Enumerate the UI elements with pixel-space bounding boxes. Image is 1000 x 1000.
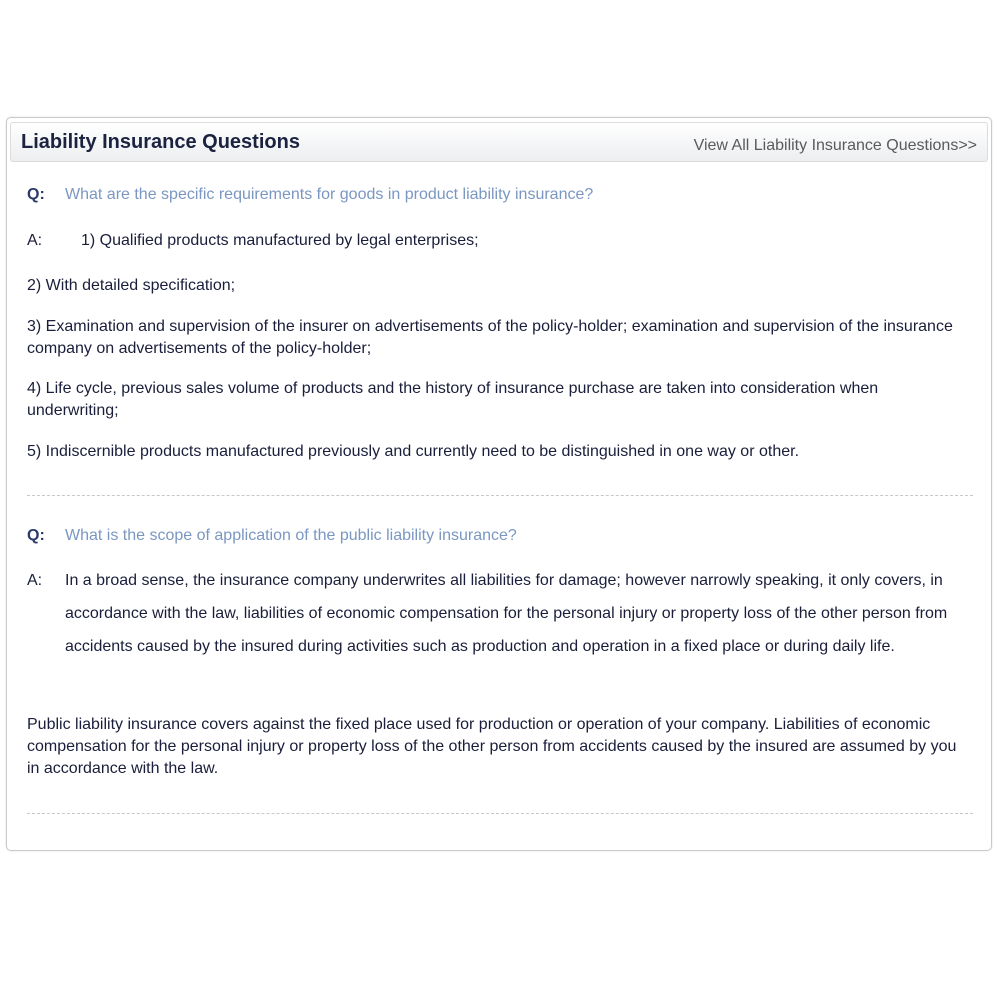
answer-paragraph: 2) With detailed specification; bbox=[27, 277, 236, 294]
answer-text: 1) Qualified products manufactured by legal enterprises; bbox=[81, 232, 479, 249]
panel-title: Liability Insurance Questions bbox=[21, 131, 300, 153]
answer-paragraph: 4) Life cycle, previous sales volume of products and the history of insurance purchase are taken into consideration when underwriting; bbox=[27, 380, 879, 419]
dashed-divider bbox=[27, 813, 973, 814]
answer-label: A: bbox=[27, 232, 43, 249]
liability-questions-panel bbox=[6, 117, 992, 851]
question-link[interactable]: What is the scope of application of the public liability insurance? bbox=[65, 527, 517, 544]
answer-paragraph: Public liability insurance covers against the fixed place used for production or operation of your company. Liabilities of economic compensation for the personal injury or property loss of the other person from accidents caused by the insured are assumed by you in accordance with the law. bbox=[27, 716, 957, 777]
answer-paragraph: 3) Examination and supervision of the insurer on advertisements of the policy-holder; examination and supervision of the insurance company on advertisements of the policy-holder; bbox=[27, 318, 953, 357]
answer-text: In a broad sense, the insurance company underwrites all liabilities for damage; however narrowly speaking, it only covers, in accordance with the law, liabilities of economic compensation for the personal injury or property loss of the other person from accidents caused by the insured during activities such as production and operation in a fixed place or during daily life. bbox=[65, 572, 948, 655]
question-label: Q: bbox=[27, 527, 45, 544]
question-link[interactable]: What are the specific requirements for goods in product liability insurance? bbox=[65, 186, 594, 203]
panel-header bbox=[10, 122, 988, 162]
question-label: Q: bbox=[27, 186, 45, 203]
answer-paragraph: 5) Indiscernible products manufactured previously and currently need to be distinguished in one way or other. bbox=[27, 443, 800, 460]
dashed-divider bbox=[27, 495, 973, 496]
answer-label: A: bbox=[27, 572, 43, 589]
view-all-questions-link[interactable]: View All Liability Insurance Questions>> bbox=[693, 137, 977, 154]
